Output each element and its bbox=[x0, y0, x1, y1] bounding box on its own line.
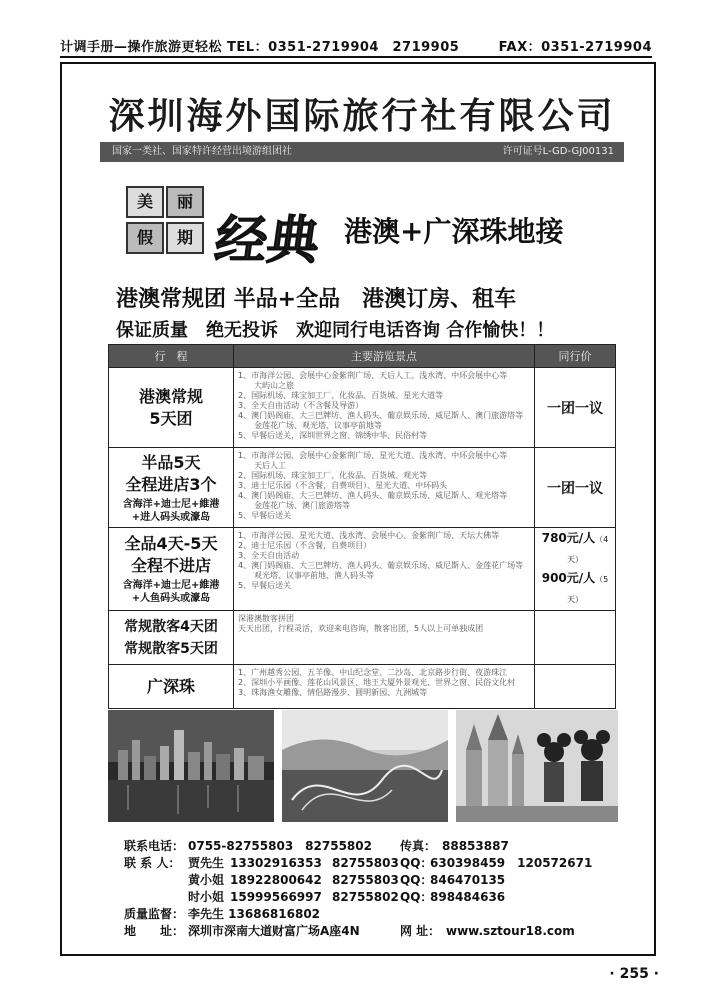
contact-row-person bbox=[124, 889, 594, 906]
sight-line: 4、澳门妈阁庙、大三巴牌坊、渔人码头、葡京娱乐场、威尼斯人、澳门旅游塔等 bbox=[238, 411, 524, 420]
qq-label: QQ： bbox=[400, 856, 433, 870]
contact-row-address bbox=[124, 923, 594, 940]
route-price bbox=[535, 611, 616, 665]
route-sights bbox=[234, 368, 535, 448]
col-header-price: 同行价 bbox=[535, 345, 616, 368]
banner-subtitle: 港澳+广深珠地接 bbox=[344, 215, 564, 248]
address: 深圳市深南大道财富广场A座4N bbox=[188, 924, 360, 938]
sight-line: 1、市海洋公园、星光大道、浅水湾、会展中心、金紫荆广场、天坛大佛等 bbox=[238, 531, 500, 540]
table-row bbox=[109, 665, 616, 709]
castle-icon bbox=[456, 710, 618, 822]
person-name: 贾先生 bbox=[188, 856, 225, 870]
contact-row-person bbox=[124, 872, 594, 889]
route-name: 常规散客4天团 常规散客5天团 bbox=[124, 618, 218, 657]
col-header-route: 行 程 bbox=[109, 345, 234, 368]
sight-line: 5、早餐后送关 bbox=[238, 581, 292, 590]
badge-li: 丽 bbox=[166, 186, 204, 218]
sight-line: 天后人工 bbox=[238, 461, 286, 470]
website-link[interactable]: www.sztour18.com bbox=[446, 924, 575, 938]
header-tel: TEL：0351-2719904 2719905 bbox=[227, 40, 460, 55]
table-header-row bbox=[109, 345, 616, 368]
route-sights bbox=[234, 665, 535, 709]
sight-line: 金莲花广场、澳门旅游塔等 bbox=[238, 501, 350, 510]
contact-row-quality bbox=[124, 906, 594, 923]
route-name: 港澳常规 5天团 bbox=[138, 386, 203, 428]
price-4day bbox=[536, 529, 614, 569]
badge-qi: 期 bbox=[166, 222, 204, 254]
qq-label: QQ： bbox=[400, 890, 433, 904]
route-price: 一团一议 bbox=[535, 368, 616, 448]
fax-number: 88853887 bbox=[442, 839, 509, 853]
person-mobile: 13302916353 bbox=[230, 856, 322, 870]
qq-number: 630398459 120572671 bbox=[430, 856, 593, 870]
photo-hongkong-night bbox=[108, 710, 274, 822]
qq-number: 846470135 bbox=[430, 873, 506, 887]
sight-line: 5、早餐后送关，深圳世界之窗、锦绣中华、民俗村等 bbox=[238, 431, 428, 440]
table-row bbox=[109, 448, 616, 528]
price-5day bbox=[536, 569, 614, 609]
headline-services: 港澳常规团 半品+全品 港澳订房、租车 bbox=[116, 287, 517, 312]
quality-contact: 李先生 13686816802 bbox=[188, 907, 321, 921]
person-name: 黄小姐 bbox=[188, 873, 225, 887]
contact-block bbox=[124, 838, 594, 940]
itinerary-table bbox=[108, 344, 616, 709]
person-mobile: 15999566997 bbox=[230, 890, 322, 904]
route-name-cell bbox=[109, 368, 234, 448]
route-name: 广深珠 bbox=[146, 676, 195, 696]
sight-line: 3、珠海渔女雕像、情侣路漫步、圆明新园、九洲城等 bbox=[238, 688, 428, 697]
phone-label: 联系电话： bbox=[124, 839, 185, 853]
table-row bbox=[109, 528, 616, 611]
header-fax: FAX：0351-2719904 bbox=[498, 40, 652, 55]
sight-line: 1、市海洋公园、会展中心金紫荆广场、天后人工、浅水湾、中环会展中心等 bbox=[238, 371, 508, 380]
header-slogan: 计调手册—操作旅游更轻松 bbox=[60, 40, 223, 55]
classic-logo: 经典 bbox=[211, 210, 324, 271]
route-includes: 含海洋+迪士尼+維港 +进人码头或濠岛 bbox=[122, 498, 220, 523]
person-label: 联 系 人： bbox=[124, 856, 181, 870]
sight-line: 1、广州越秀公园、五羊像、中山纪念堂、二沙岛、北京路步行街、夜游珠江 bbox=[238, 668, 508, 677]
contact-row-person bbox=[124, 855, 594, 872]
table-row bbox=[109, 611, 616, 665]
qq-number: 898484636 bbox=[430, 890, 506, 904]
person-name: 时小姐 bbox=[188, 890, 225, 904]
route-price bbox=[535, 528, 616, 611]
sight-line: 4、澳门妈阁庙、大三巴牌坊、渔人码头、葡京娱乐场、威尼斯人、金莲花广场等 bbox=[238, 561, 524, 570]
contact-row-phone bbox=[124, 838, 594, 855]
qq-label: QQ： bbox=[400, 873, 433, 887]
route-price bbox=[535, 665, 616, 709]
headline-guarantee: 保证质量 绝无投诉 欢迎同行电话咨询 合作愉快！！ bbox=[116, 320, 555, 341]
route-sights bbox=[234, 448, 535, 528]
table-row bbox=[109, 368, 616, 448]
price-value: 900元/人 bbox=[541, 571, 596, 585]
route-sights bbox=[234, 528, 535, 611]
col-header-sights: 主要游览景点 bbox=[234, 345, 535, 368]
route-sights bbox=[234, 611, 535, 665]
sight-line: 2、迪士尼乐园（不含餐，自费项目） bbox=[238, 541, 372, 550]
sight-line: 观光塔、议事亭前地、渔人码头等 bbox=[238, 571, 374, 580]
person-tel: 82755803 bbox=[332, 873, 399, 887]
photo-disneyland bbox=[456, 710, 618, 822]
sight-line: 4、澳门妈阁庙、大三巴牌坊、渔人码头、葡京娱乐场、威尼斯人、观光塔等 bbox=[238, 491, 508, 500]
qualification-bar bbox=[100, 142, 624, 162]
badge-jia: 假 bbox=[126, 222, 164, 254]
header-slogan-tel bbox=[60, 36, 459, 55]
sight-line: 3、迪士尼乐园（不含餐，自费项目）、星光大道、中环码头 bbox=[238, 481, 448, 490]
quality-label: 质量监督： bbox=[124, 907, 185, 921]
route-name-cell bbox=[109, 665, 234, 709]
sight-line: 3、全天自由活动 bbox=[238, 551, 300, 560]
price-value: 780元/人 bbox=[541, 531, 596, 545]
route-name: 半品5天 全程进店3个 bbox=[125, 452, 217, 494]
fax-label: 传真： bbox=[400, 839, 437, 853]
page-number: · 255 · bbox=[609, 966, 659, 982]
route-name: 全品4天-5天 全程不进店 bbox=[124, 534, 218, 575]
sight-line: 3、全天自由活动（不含餐及导游） bbox=[238, 401, 364, 410]
route-price: 一团一议 bbox=[535, 448, 616, 528]
phone-number: 0755-82755803 82755802 bbox=[188, 839, 372, 853]
sight-line: 大屿山之旅 bbox=[238, 381, 294, 390]
person-mobile: 18922800642 bbox=[230, 873, 322, 887]
sight-line: 深港澳散客拼团 bbox=[238, 614, 294, 623]
sight-line: 天天出团，行程灵活，欢迎来电咨询，散客出团，5人以上可单独成团 bbox=[238, 624, 484, 633]
route-name-cell bbox=[109, 611, 234, 665]
skyline-icon bbox=[108, 710, 274, 822]
price-note: （5天） bbox=[567, 575, 609, 604]
photo-ocean-park bbox=[282, 710, 448, 822]
sight-line: 金莲花广场、观光塔、议事亭前地等 bbox=[238, 421, 382, 430]
person-tel: 82755803 bbox=[332, 856, 399, 870]
sight-line: 2、国际机场、珠宝加工厂、化妆品、百货城、星光大道等 bbox=[238, 391, 444, 400]
rollercoaster-icon bbox=[282, 710, 448, 822]
sight-line: 1、市海洋公园、会展中心金紫荆广场、星光大道、浅水湾、中环会展中心等 bbox=[238, 451, 508, 460]
price-note: （4天） bbox=[567, 535, 609, 564]
sight-line: 5、早餐后送关 bbox=[238, 511, 292, 520]
sight-line: 2、深圳小平画像、莲花山风景区、地王大厦外景观光、世界之窗、民俗文化村 bbox=[238, 678, 516, 687]
address-label: 地 址： bbox=[124, 924, 185, 938]
ad-frame bbox=[60, 62, 656, 956]
sight-line: 2、国际机场、珠宝加工厂、化妆品、百货城、观光等 bbox=[238, 471, 428, 480]
route-includes: 含海洋+迪士尼+維港 +人鱼码头或濠岛 bbox=[122, 580, 220, 604]
header-strip bbox=[60, 36, 652, 58]
route-name-cell bbox=[109, 528, 234, 611]
route-name-cell bbox=[109, 448, 234, 528]
qualification-text: 国家一类社、国家特许经营出境游组团社 bbox=[112, 146, 292, 157]
web-label: 网 址： bbox=[400, 924, 441, 938]
badge-mei: 美 bbox=[126, 186, 164, 218]
person-tel: 82755802 bbox=[332, 890, 399, 904]
company-name: 深圳海外国际旅行社有限公司 bbox=[108, 95, 616, 137]
license-number: 许可证号L-GD-GJ00131 bbox=[502, 146, 614, 157]
